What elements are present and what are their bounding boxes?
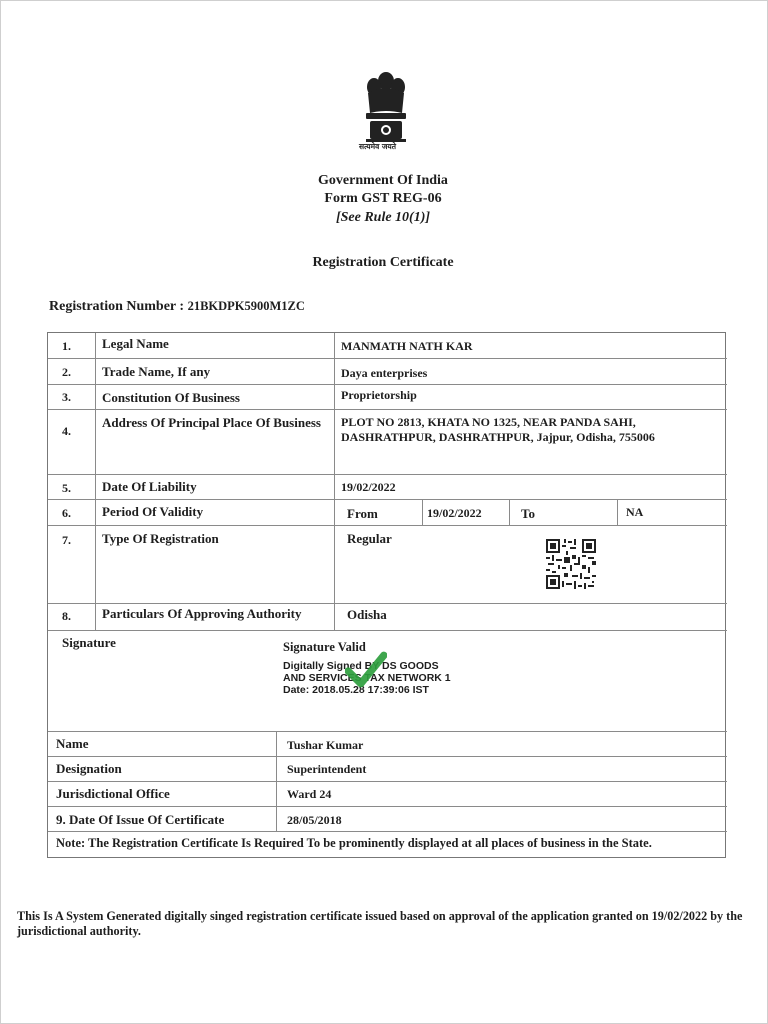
- trade-name-label: Trade Name, If any: [102, 364, 211, 379]
- display-note: Note: The Registration Certificate Is Required To be prominently displayed at all places of business in the State.: [56, 836, 652, 850]
- designation-label: Designation: [56, 761, 122, 776]
- officer-name-value: Tushar Kumar: [287, 738, 364, 752]
- date-of-liability-value: 19/02/2022: [341, 480, 396, 494]
- issue-date-label: 9. Date Of Issue Of Certificate: [56, 812, 225, 827]
- type-of-registration-value: Regular: [347, 531, 392, 546]
- registration-number: [49, 299, 305, 315]
- row-number-5: 5.: [62, 481, 71, 495]
- validity-to-value: NA: [626, 505, 644, 519]
- approving-authority-label: Particulars Of Approving Authority: [102, 606, 302, 621]
- approving-authority-value: Odisha: [347, 607, 387, 622]
- signature-line-1: Digitally Signed BY DS GOODS: [283, 660, 439, 672]
- row-number-8: 8.: [62, 609, 71, 623]
- constitution-label: Constitution Of Business: [102, 390, 240, 405]
- period-of-validity-label: Period Of Validity: [102, 504, 204, 519]
- address-label: Address Of Principal Place Of Business: [102, 415, 321, 430]
- jurisdictional-office-label: Jurisdictional Office: [56, 786, 170, 801]
- legal-name-value: MANMATH NATH KAR: [341, 339, 473, 353]
- validity-from-label: From: [347, 506, 378, 521]
- date-of-liability-label: Date Of Liability: [102, 479, 197, 494]
- jurisdictional-office-value: Ward 24: [287, 787, 332, 801]
- signature-line-2: AND SERVICES TAX NETWORK 1: [283, 672, 451, 684]
- address-value: PLOT NO 2813, KHATA NO 1325, NEAR PANDA SAHI, DASHRATHPUR, DASHRATHPUR, Jajpur, Odisha, 755006: [341, 415, 655, 444]
- certificate-title: Registration Certificate: [312, 255, 454, 270]
- row-number-6: 6.: [62, 506, 71, 520]
- signature-line-3: Date: 2018.05.28 17:39:06 IST: [283, 684, 429, 696]
- row-number-1: 1.: [62, 339, 71, 353]
- legal-name-label: Legal Name: [102, 336, 169, 351]
- row-number-2: 2.: [62, 365, 71, 379]
- details-table: [47, 332, 726, 858]
- validity-from-value: 19/02/2022: [427, 506, 482, 520]
- trade-name-value: Daya enterprises: [341, 366, 428, 380]
- system-generated-footer: This Is A System Generated digitally singed registration certificate issued based on approval of the application granted on 19/02/2022 by the jurisdictional authority.: [17, 909, 743, 938]
- issue-date-value: 28/05/2018: [287, 813, 342, 827]
- emblem-motto: सत्यमेव जयते: [359, 142, 397, 151]
- designation-value: Superintendent: [287, 762, 367, 776]
- form-title: Form GST REG-06: [324, 191, 442, 206]
- rule-reference: [See Rule 10(1)]: [335, 210, 431, 225]
- validity-to-label: To: [521, 506, 535, 521]
- row-number-4: 4.: [62, 424, 71, 438]
- signature-status: Signature Valid: [283, 640, 366, 654]
- check-icon: [345, 651, 387, 689]
- row-number-7: 7.: [62, 533, 71, 547]
- registration-value: 21BKDPK5900M1ZC: [187, 299, 305, 313]
- signature-label: Signature: [62, 635, 116, 650]
- officer-name-label: Name: [56, 736, 89, 751]
- registration-label: Registration Number :: [49, 299, 185, 314]
- qr-code-icon: [546, 539, 596, 589]
- type-of-registration-label: Type Of Registration: [102, 531, 219, 546]
- government-title: Government Of India: [318, 173, 448, 188]
- constitution-value: Proprietorship: [341, 388, 417, 402]
- row-number-3: 3.: [62, 390, 71, 404]
